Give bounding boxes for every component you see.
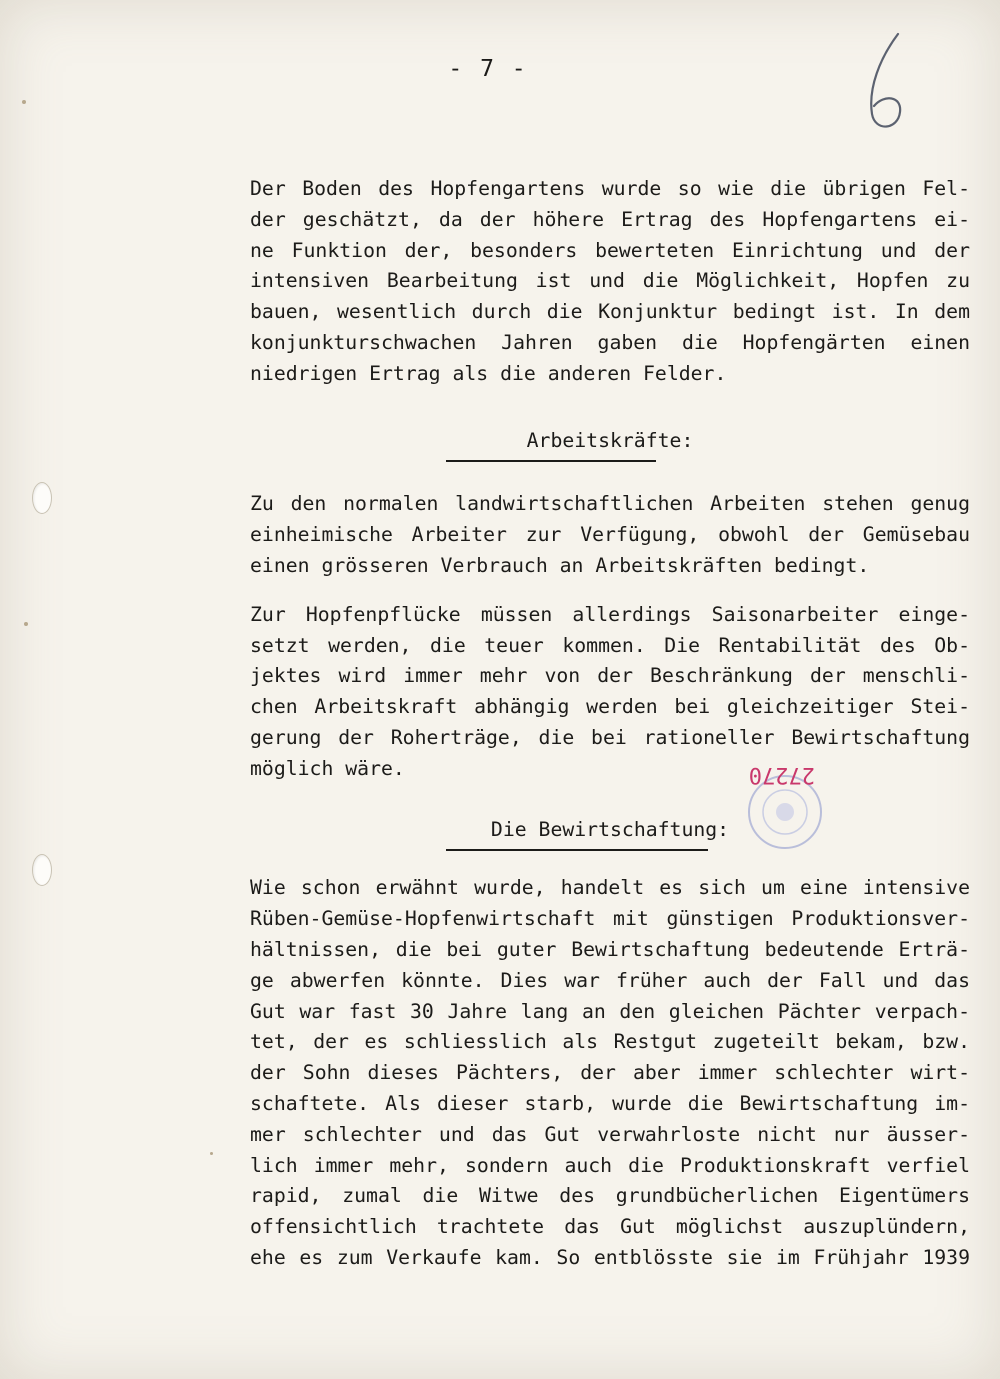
punch-hole-bottom — [32, 854, 52, 886]
heading-text: Die Bewirtschaftung: — [490, 817, 730, 841]
paper-speck — [210, 1152, 213, 1155]
text-line: Der Boden des Hopfengartens wurde so wie die übrigen Fel- — [250, 177, 970, 200]
text-line: niedrigen Ertrag als die anderen Felder. — [250, 361, 727, 385]
text-line: chen Arbeitskraft abhängig werden bei gleichzeitiger Stei- — [250, 695, 970, 719]
text-line: Wie schon erwähnt wurde, handelt es sich um eine intensive — [250, 876, 970, 900]
paper-speck — [24, 622, 28, 626]
text-line: jektes wird immer mehr von der Beschränkung der menschli- — [250, 664, 970, 688]
text-line: einheimische Arbeiter zur Verfügung, obwohl der Gemüsebau — [250, 523, 970, 547]
text-line: rapid, zumal die Witwe des grundbücherlichen Eigentümers — [250, 1184, 970, 1208]
text-line: schaftete. Als dieser starb, wurde die Bewirtschaftung im- — [250, 1091, 970, 1115]
paragraph-arbeiter — [250, 489, 970, 581]
text-line: Zu den normalen landwirtschaftlichen Arbeiten stehen genug — [250, 492, 970, 516]
heading-text: Arbeitskräfte: — [526, 428, 694, 452]
text-line: offensichtlich trachtete das Gut möglichst auszuplündern, — [250, 1215, 970, 1239]
paragraph-hopfengarten — [250, 174, 970, 390]
text-line: einen grösseren Verbrauch an Arbeitskräften bedingt. — [250, 553, 870, 577]
text-line: bauen, wesentlich durch die Konjunktur bedingt ist. In dem — [250, 300, 970, 324]
text-line: mer schlechter und das Gut verwahrloste nicht nur äusser- — [250, 1122, 970, 1146]
text-line: Zur Hopfenpflücke müssen allerdings Saisonarbeiter einge- — [250, 602, 970, 626]
text-line: intensiven Bearbeitung ist und die Möglichkeit, Hopfen zu — [250, 269, 970, 293]
text-line: möglich wäre. — [250, 756, 405, 780]
section-heading-bewirtschaftung — [250, 815, 970, 846]
punch-hole-top — [32, 482, 52, 514]
text-line: setzt werden, die teuer kommen. Die Rentabilität des Ob- — [250, 633, 970, 657]
text-line: lich immer mehr, sondern auch die Produktionskraft verfiel — [250, 1153, 970, 1177]
paragraph-bewirtschaftung — [250, 873, 970, 1273]
text-line: Gut war fast 30 Jahre lang an den gleichen Pächter verpach- — [250, 999, 970, 1023]
page-number: - 7 - — [448, 56, 528, 82]
text-line: konjunkturschwachen Jahren gaben die Hopfengärten einen — [250, 330, 970, 354]
text-line: ne Funktion der, besonders bewerteten Einrichtung und der — [250, 238, 970, 262]
section-heading-arbeitskraefte — [250, 426, 970, 457]
text-line: ehe es zum Verkaufe kam. So entblösste sie im Frühjahr 1939 — [250, 1245, 970, 1269]
text-line: Rüben-Gemüse-Hopfenwirtschaft mit günstigen Produktionsver- — [250, 907, 970, 931]
text-line: hältnissen, die bei guter Bewirtschaftung bedeutende Erträ- — [250, 937, 970, 961]
text-line: gerung der Roherträge, die bei rationeller Bewirtschaftung — [250, 725, 970, 749]
paragraph-hopfenpfluecke — [250, 600, 970, 785]
text-line: der Sohn dieses Pächters, der aber immer schlechter wirt- — [250, 1061, 970, 1085]
text-line: ge abwerfen könnte. Dies war früher auch der Fall und das — [250, 968, 970, 992]
paper-speck — [22, 100, 26, 104]
text-line: der geschätzt, da der höhere Ertrag des Hopfengartens ei- — [250, 207, 970, 231]
text-line: tet, der es schliesslich als Restgut zugeteilt bekam, bzw. — [250, 1030, 970, 1054]
stamp-number: 27270 — [748, 762, 815, 787]
document-body — [250, 174, 970, 1274]
handwritten-page-number-icon — [858, 28, 918, 138]
